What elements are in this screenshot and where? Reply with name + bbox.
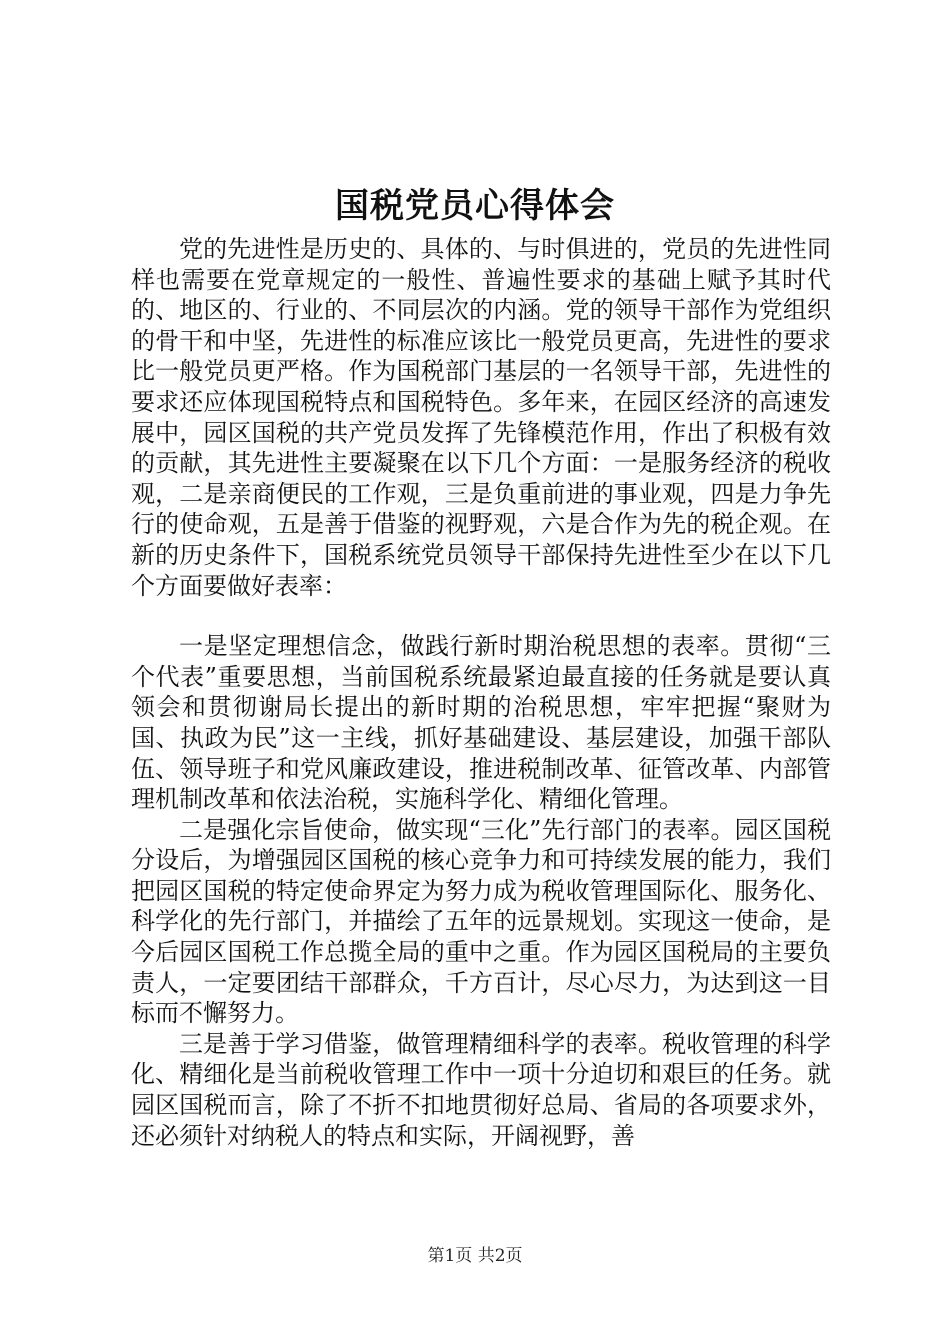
paragraph-point-two: 二是强化宗旨使命，做实现“三化”先行部门的表率。园区国税分设后，为增强园区国税的核心竞争力和可持续发展的能力，我们把园区国税的特定使命界定为努力成为税收管理国际化、服务化、科学化的先行部门，并描绘了五年的远景规划。实现这一使命，是今后园区国税工作总揽全局的重中之重。作为园区国税局的主要负责人，一定要团结干部群众，千方百计，尽心尽力，为达到这一目标而不懈努力。 bbox=[131, 815, 831, 1028]
document-body bbox=[131, 234, 831, 1151]
document-title: 国税党员心得体会 bbox=[335, 186, 615, 226]
paragraph-intro: 党的先进性是历史的、具体的、与时俱进的，党员的先进性同样也需要在党章规定的一般性、普遍性要求的基础上赋予其时代的、地区的、行业的、不同层次的内涵。党的领导干部作为党组织的骨干和中坚，先进性的标准应该比一般党员更高，先进性的要求比一般党员更严格。作为国税部门基层的一名领导干部，先进性的要求还应体现国税特点和国税特色。多年来，在园区经济的高速发展中，园区国税的共产党员发挥了先锋模范作用，作出了积极有效的贡献，其先进性主要凝聚在以下几个方面：一是服务经济的税收观，二是亲商便民的工作观，三是负重前进的事业观，四是力争先行的使命观，五是善于借鉴的视野观，六是合作为先的税企观。在新的历史条件下，国税系统党员领导干部保持先进性至少在以下几个方面要做好表率： bbox=[131, 235, 831, 600]
paragraph-point-one: 一是坚定理想信念，做践行新时期治税思想的表率。贯彻“三个代表”重要思想，当前国税系统最紧迫最直接的任务就是要认真领会和贯彻谢局长提出的新时期的治税思想，牢牢把握“聚财为国、执政为民”这一主线，抓好基础建设、基层建设，加强干部队伍、领导班子和党风廉政建设，推进税制改革、征管改革、内部管理机制改革和依法治税，实施科学化、精细化管理。 bbox=[131, 632, 831, 814]
paragraph-point-three: 三是善于学习借鉴，做管理精细科学的表率。税收管理的科学化、精细化是当前税收管理工作中一项十分迫切和艰巨的任务。就园区国税而言，除了不折不扣地贯彻好总局、省局的各项要求外，还必须针对纳税人的特点和实际，开阔视野，善 bbox=[131, 1029, 831, 1150]
page-number-footer: 第1页 共2页 bbox=[427, 1246, 523, 1266]
